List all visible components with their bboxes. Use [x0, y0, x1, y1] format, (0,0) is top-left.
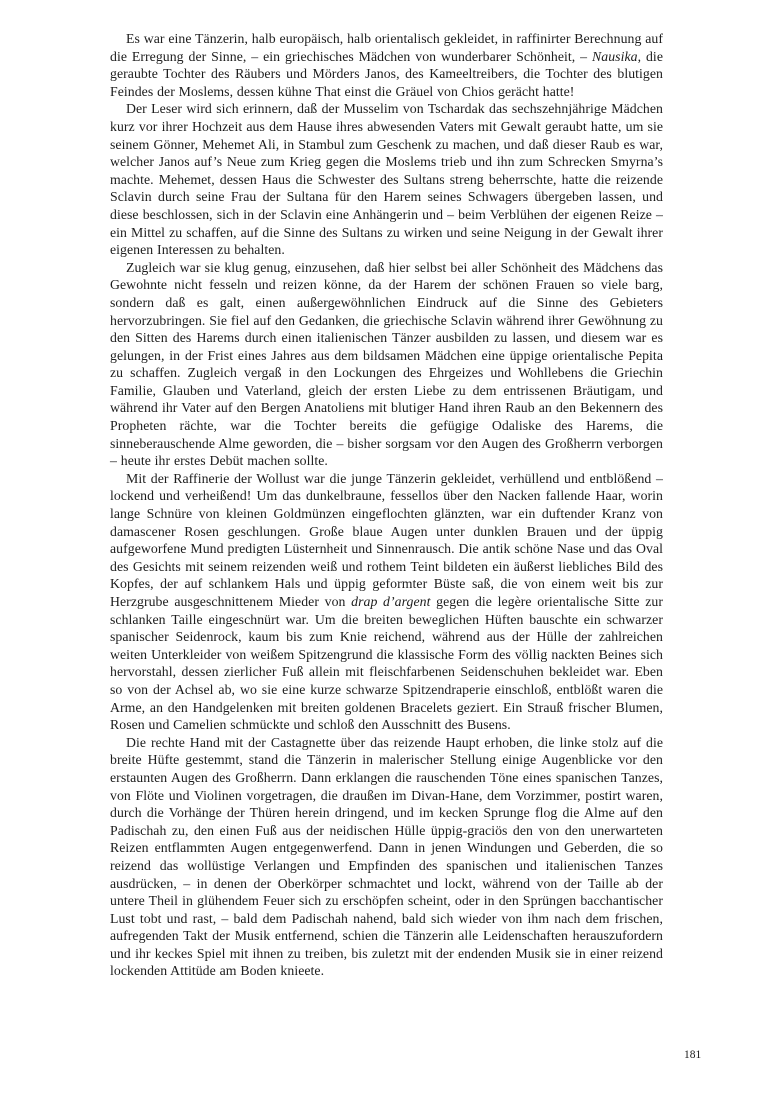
text-run: gegen die legère orientalische Sitte zur schlanken Taille eingeschnürt war. Um die breiten beweglichen Hüften bauschte ein schwarzer spanischer Seidenrock, kaum bis zum Knie reichend, während aus der Hülle der zahlreichen weiten Unterkleider von weißem Spitzengrund die klassische Form des völlig nackten Beines sich hervorstahl, dessen zierlicher Fuß allein mit fleischfarbenen Seidenschuhen bekleidet war. Eben so von der Achsel ab, wo sie eine kurze schwarze Spitzendraperie einschloß, entblößt waren die Arme, an den Handgelenken mit breiten goldenen Bracelets geziert. Ein Strauß frischer Blumen, Rosen und Camelien schmückte und schloß den Ausschnitt des Busens. [110, 594, 664, 733]
paragraph [110, 100, 663, 258]
text-block [110, 30, 663, 980]
italic-text-run: drap d’argent [351, 594, 431, 609]
text-run: Zugleich war sie klug genug, einzusehen, daß hier selbst bei aller Schönheit des Mädchens das Gewohnte nicht fesseln und reizen könne, da der Harem der schönen Frauen so viele barg, sondern daß es galt, einen außergewöhnlichen Eindruck auf die Sinne des Gebieters hervorzubringen. Sie fiel auf den Gedanken, die griechische Sclavin während ihrer Gewöhnung zu den Sitten des Harems durch einen italienischen Tänzer ausbilden zu lassen, und diesem war es gelungen, in der Frist eines Jahres aus dem bildsamen Mädchen eine üppige orientalische Pepita zu schaffen. Zugleich vergaß in den Lockungen des Ehrgeizes und Wohllebens die Griechin Familie, Glauben und Vaterland, gleich der ersten Liebe zu dem entrissenen Bräutigam, und während ihr Vater auf den Bergen Anatoliens mit blutiger Hand ihren Raub an den Bekennern des Propheten rächte, war die Tochter bereits die gefügige Odaliske des Harems, die sinneberauschende Alme geworden, die – bisher sorgsam vor den Augen des Großherrn verborgen – heute ihr erstes Debüt machen sollte. [110, 259, 663, 469]
text-run: Der Leser wird sich erinnern, daß der Musselim von Tschardak das sechszehnjährige Mädchen kurz vor ihrer Hochzeit aus dem Hause ihres abwesenden Vaters mit Gewalt geraubt hatte, um sie seinem Gönner, Mehemet Ali, in Stambul zum Geschenk zu machen, und daß dieser Raub es war, welcher Janos auf’s Neue zum Krieg gegen die Moslems trieb und ihn zum Schrecken Smyrna’s machte. Mehemet, dessen Haus die Schwester des Sultans streng beherrschte, hatte die reizende Sclavin durch seine Frau der Sultana für den Harem seines Schwagers übergeben lassen, und diese beschlossen, sich in der Sclavin eine Anhängerin und – beim Verblühen der eigenen Reize – ein Mittel zu schaffen, auf die Sinne des Sultans zu wirken und seine Neigung in der Gewalt ihrer eigenen Interessen zu behalten. [110, 101, 663, 258]
italic-text-run: Nausika [592, 48, 638, 64]
text-run: , die geraubte Tochter des Räubers und Mörders Janos, des Kameeltreibers, die Tochter des blutigen Feindes der Moslems, dessen kühne That einst die Gräuel von Chios gerächt hatte! [110, 48, 663, 99]
paragraph [110, 30, 663, 100]
text-run: Die rechte Hand mit der Castagnette über das reizende Haupt erhoben, die linke stolz auf die breite Hüfte gestemmt, stand die Tänzerin in malerischer Stellung einige Augenblicke vor den erstaunten Augen des Großherrn. Dann erklangen die rauschenden Töne eines spanischen Tanzes, von Flöte und Violinen vorgetragen, die draußen im Divan-Hane, dem Vorzimmer, postirt waren, durch die Vorhänge der Thüren herein dringend, und im kecken Sprunge flog die Alme auf den Padischah zu, den einen Fuß aus der neidischen Hülle üppig-graciös den von den unerwarteten Reizen entflammten Augen entgegenwerfend. Dann in jenen Windungen und Geberden, die so reizend das wollüstige Verlangen und Empfinden des spanischen und italienischen Tanzes ausdrücken, – in denen der Oberkörper schmachtet und lockt, während von der Taille ab der untere Theil in glühendem Feuer sich zu erschöpfen scheint, oder in den Sprüngen bacchantischer Lust tobt und rast, – bald dem Padischah nahend, bald sich wieder von ihm nach dem frischen, aufregenden Takt der Musik entfernend, schien die Tänzerin alle Leidenschaften herauszufordern und ihr keckes Spiel mit ihnen zu treiben, bis zuletzt mit der endenden Musik sie in einer reizend lockenden Attitüde am Boden knieete. [110, 734, 663, 979]
paragraph [110, 259, 663, 470]
paragraph [110, 734, 663, 980]
text-run: Es war eine Tänzerin, halb europäisch, halb orientalisch gekleidet, in raffinirter Berechnung auf die Erregung der Sinne, – ein griechisches Mädchen von wunderbarer Schönheit, – [110, 31, 663, 64]
text-run: Mit der Raffinerie der Wollust war die junge Tänzerin gekleidet, verhüllend und entblößend – lockend und verheißend! Um das dunkelbraune, fessellos über den Nacken fallende Haar, worin lange Schnüre von kleinen Goldmünzen eingeflochten glänzten, war ein duftender Kranz von damascener Rosen geschlungen. Große blaue Augen unter dunklen Brauen und der üppig aufgeworfene Mund predigten Lüsternheit und Sinnenrausch. Die antik schöne Nase und das Oval des Gesichts mit seinem reizenden weiß und rothem Teint bildeten ein äußerst liebliches Bild des Kopfes, der auf schlankem Hals und üppig geformter Büste saß, die von einem weit bis zur Herzgrube ausgeschnittenem Mieder von [110, 470, 663, 609]
paragraph [110, 470, 663, 734]
page-number: 181 [684, 1049, 702, 1061]
